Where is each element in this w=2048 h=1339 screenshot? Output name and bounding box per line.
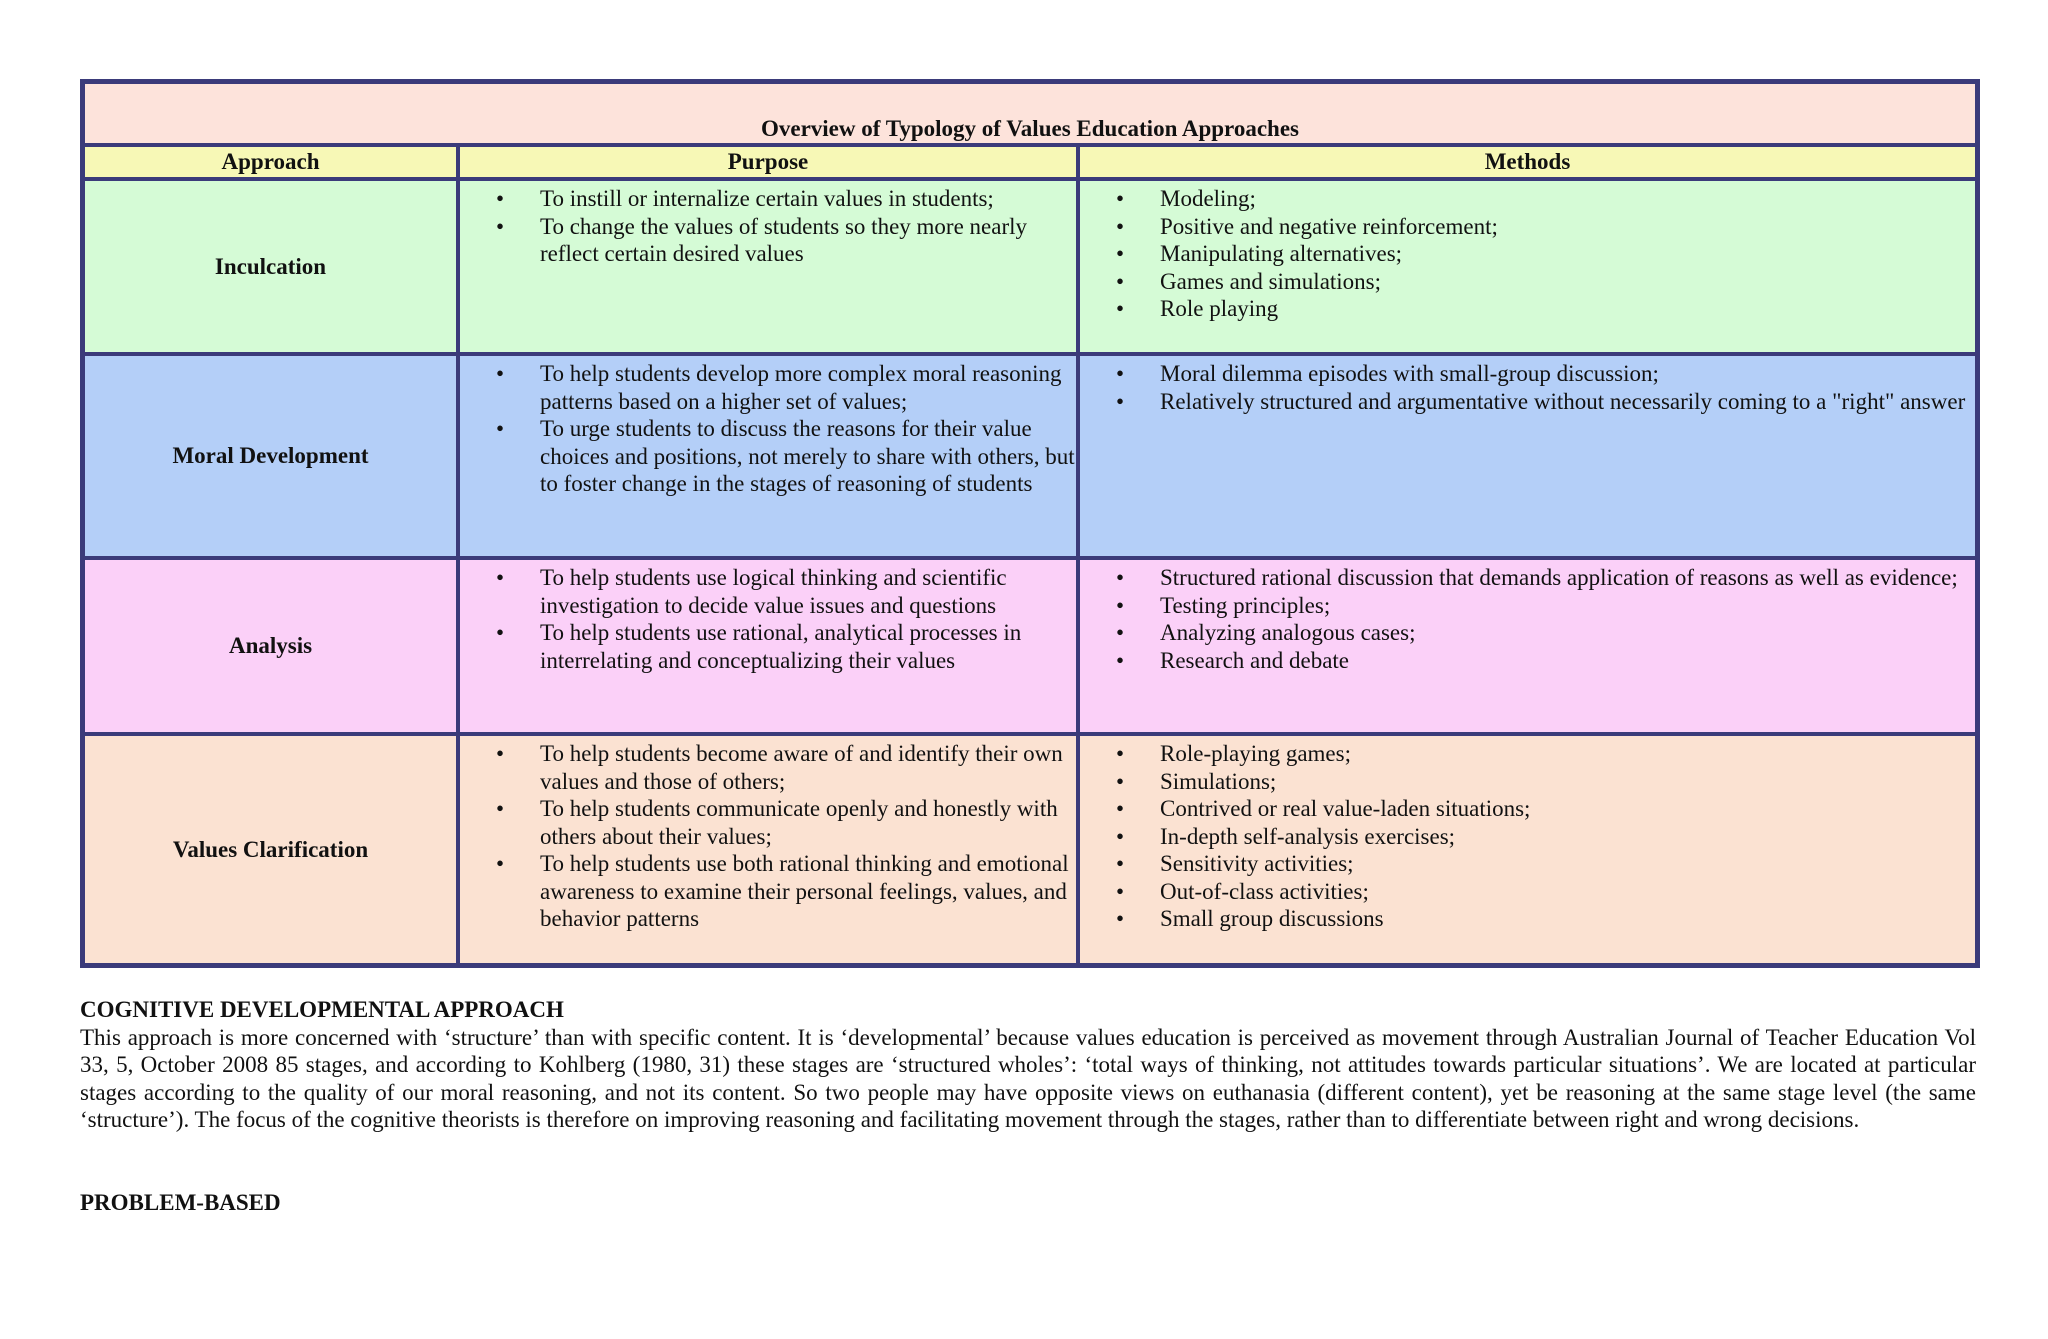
table-row [83, 734, 1977, 965]
methods-cell [1078, 734, 1977, 965]
table-row [83, 354, 1977, 558]
methods-cell [1078, 558, 1977, 734]
list-item: • Sensitivity activities; [1080, 850, 1975, 878]
list-item: • To help students become aware of and identify their own values and those of others; [460, 740, 1076, 795]
list-item: • To help students use both rational thinking and emotional awareness to examine their personal feelings, values, and behavior patterns [460, 850, 1076, 933]
list-item: • Small group discussions [1080, 905, 1975, 933]
purpose-list [460, 740, 1076, 933]
methods-list [1080, 360, 1975, 415]
methods-list [1080, 564, 1975, 674]
header-methods: Methods [1078, 145, 1977, 179]
list-item: • In-depth self-analysis exercises; [1080, 823, 1975, 851]
list-item: • To help students communicate openly and honestly with others about their values; [460, 795, 1076, 850]
list-item: • To instill or internalize certain values in students; [460, 185, 1076, 213]
header-purpose: Purpose [458, 145, 1078, 179]
purpose-cell [458, 179, 1078, 354]
typology-table [80, 79, 1980, 968]
approach-cell: Values Clarification [83, 734, 458, 965]
list-item: • Simulations; [1080, 768, 1975, 796]
approach-cell: Analysis [83, 558, 458, 734]
methods-cell [1078, 179, 1977, 354]
list-item: • Analyzing analogous cases; [1080, 619, 1975, 647]
purpose-cell [458, 354, 1078, 558]
list-item: • Manipulating alternatives; [1080, 240, 1975, 268]
list-item: • Contrived or real value-laden situations; [1080, 795, 1975, 823]
approach-cell: Moral Development [83, 354, 458, 558]
list-item: • To help students use logical thinking and scientific investigation to decide value issues and questions [460, 564, 1076, 619]
overview-table [83, 82, 1977, 965]
list-item: • To help students develop more complex moral reasoning patterns based on a higher set of values; [460, 360, 1076, 415]
methods-list [1080, 185, 1975, 323]
cognitive-section [80, 996, 1976, 1134]
list-item: • Out-of-class activities; [1080, 878, 1975, 906]
list-item: • Modeling; [1080, 185, 1975, 213]
list-item: • Structured rational discussion that demands application of reasons as well as evidence; [1080, 564, 1975, 592]
list-item: • Role playing [1080, 295, 1975, 323]
problem-heading: PROBLEM-BASED [80, 1190, 281, 1215]
list-item: • Relatively structured and argumentative without necessarily coming to a "right" answer [1080, 388, 1975, 416]
list-item: • Games and simulations; [1080, 268, 1975, 296]
purpose-list [460, 360, 1076, 498]
table-row [83, 558, 1977, 734]
list-item: • Role-playing games; [1080, 740, 1975, 768]
table-row [83, 179, 1977, 354]
methods-list [1080, 740, 1975, 933]
list-item: • Moral dilemma episodes with small-group discussion; [1080, 360, 1975, 388]
list-item: • Research and debate [1080, 647, 1975, 675]
approach-cell: Inculcation [83, 179, 458, 354]
header-approach: Approach [83, 145, 458, 179]
methods-cell [1078, 354, 1977, 558]
list-item: • To change the values of students so they more nearly reflect certain desired values [460, 213, 1076, 268]
cognitive-body: This approach is more concerned with ‘structure’ than with specific content. It is ‘developmental’ because values education is perceived as movement through Australian Journal of Teacher Education Vol 33, 5, October 2008 85 stages, and according to Kohlberg (1980, 31) these stages are ‘structured wholes’: ‘total ways of thinking, not attitudes towards particular situations’. We are located at particular stages according to the quality of our moral reasoning, and not its content. So two people may have opposite views on euthanasia (different content), yet be reasoning at the same stage level (the same ‘structure’). The focus of the cognitive theorists is therefore on improving reasoning and facilitating movement through the stages, rather than to differentiate between right and wrong decisions. [80, 1024, 1976, 1132]
purpose-cell [458, 558, 1078, 734]
purpose-cell [458, 734, 1078, 965]
list-item: • To urge students to discuss the reasons for their value choices and positions, not merely to share with others, but to foster change in the stages of reasoning of students [460, 415, 1076, 498]
cognitive-heading: COGNITIVE DEVELOPMENTAL APPROACH [80, 997, 564, 1022]
table-title: Overview of Typology of Values Education Approaches [83, 82, 1977, 145]
purpose-list [460, 564, 1076, 674]
purpose-list [460, 185, 1076, 268]
problem-section [80, 1189, 1976, 1217]
list-item: • Positive and negative reinforcement; [1080, 213, 1975, 241]
list-item: • Testing principles; [1080, 592, 1975, 620]
list-item: • To help students use rational, analytical processes in interrelating and conceptualizing their values [460, 619, 1076, 674]
